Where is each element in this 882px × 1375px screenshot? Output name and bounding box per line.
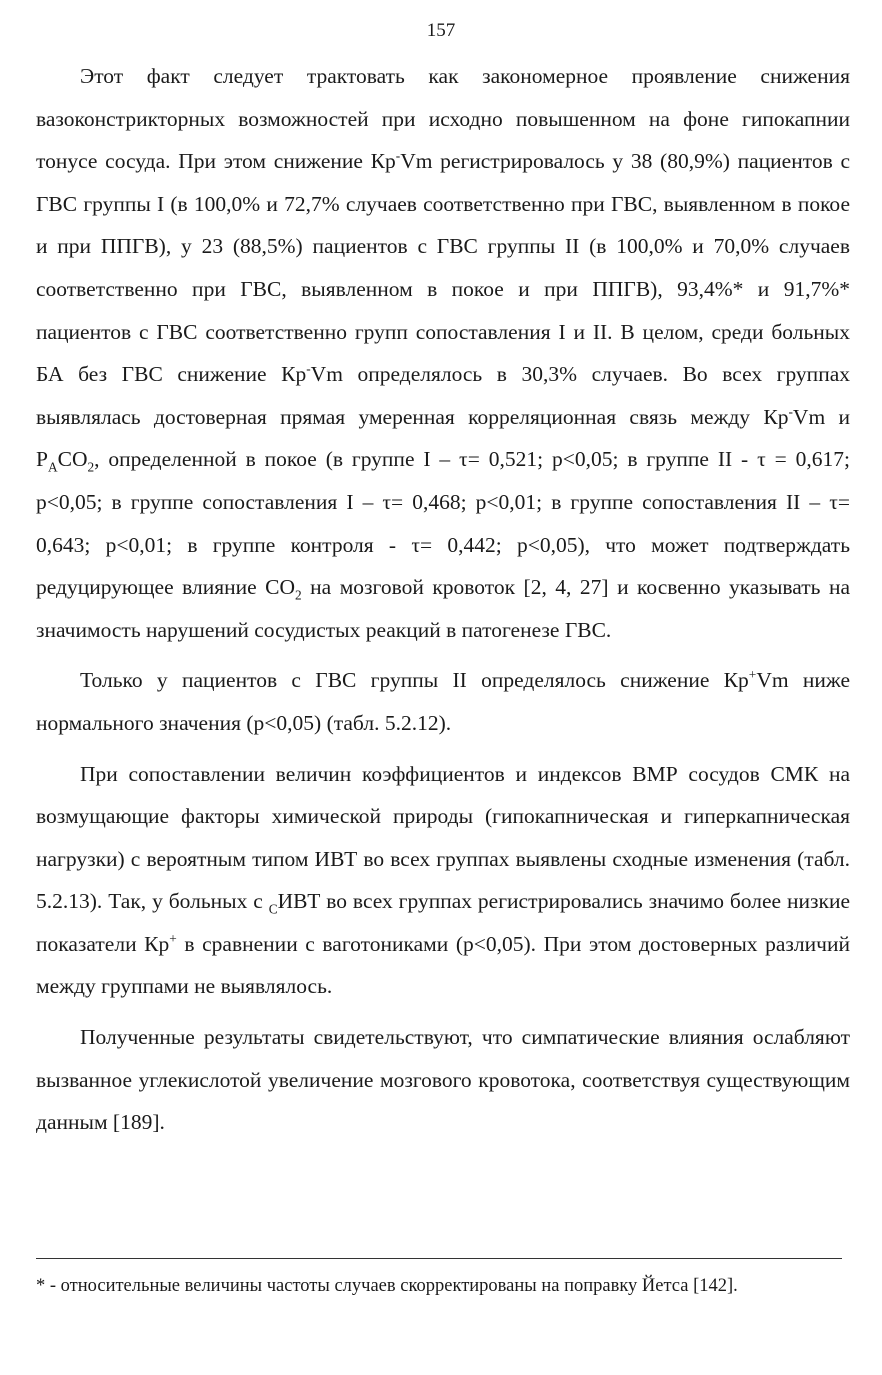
footnote-divider xyxy=(36,1258,842,1259)
text-run: Vm регистрировалось у 38 (80,9%) пациентов с ГВС группы I (в 100,0% и 72,7% случаев соответственно при ГВС, выявленном в покое и при ППГВ), у 23 (88,5%) пациентов с ГВС группы II (в 100,0% и 70,0% случаев соответственно при ГВС, выявленном в покое и при ППГВ), 93,4%* и 91,7%* пациентов с ГВС соответственно групп сопоставления I и II. В целом, среди больных БА без ГВС снижение Кр xyxy=(36,149,850,387)
paragraph-1 xyxy=(36,55,850,651)
superscript: - xyxy=(788,403,793,419)
body-text xyxy=(36,55,850,1152)
paragraph-2 xyxy=(36,659,850,744)
text-run: При сопоставлении величин коэффициентов и индексов ВМР сосудов СМК на возмущающие факторы химической природы (гипокапническая и гиперкапническая нагрузки) с вероятным типом ИВТ во всех группах выявлены сходные изменения (табл. 5.2.13). Так, у больных с xyxy=(36,761,850,914)
text-run: на мозговой кровоток [2, 4, 27] и косвенно указывать на значимость нарушений сосудистых реакций в патогенезе ГВС. xyxy=(36,575,850,642)
paragraph-3 xyxy=(36,753,850,1009)
text-run: , определенной в покое (в группе I – τ= 0,521; р<0,05; в группе II - τ = 0,617; р<0,05; в группе сопоставления I – τ= 0,468; р<0,01; в группе сопоставления II – τ= 0,643; р<0,01; в группе контроля - τ= 0,442; р<0,05), что может подтверждать редуцирующее влияние CO xyxy=(36,447,850,600)
text-run: Vm ниже нормального значения (р<0,05) (табл. 5.2.12). xyxy=(36,668,850,735)
subscript: A xyxy=(47,459,58,475)
superscript: - xyxy=(306,361,311,376)
text-run: Этот факт следует трактовать как закономерное проявление снижения вазоконстрикторных возможностей при исходно повышенном на фоне гипокапнии тонусе сосуда. При этом снижение Кр xyxy=(36,64,850,174)
text-run: Vm определялось в 30,3% случаев. Во всех группах выявлялась достоверная прямая умеренная корреляционная связь между Кр xyxy=(36,362,850,429)
page-number: 157 xyxy=(426,20,456,41)
text-run: ИВТ во всех группах регистрировались значимо более низкие показатели Кр xyxy=(36,889,851,956)
subscript: С xyxy=(268,901,278,917)
text-run: в сравнении с ваготониками (р<0,05). При этом достоверных различий между группами не выявлялось. xyxy=(36,931,850,999)
paragraph-4 xyxy=(36,1016,850,1144)
footnote: * - относительные величины частоты случаев скорректированы на поправку Йетса [142]. xyxy=(36,1276,738,1296)
subscript: 2 xyxy=(87,459,95,475)
text-run: CO xyxy=(57,447,88,472)
text-run: Vm и P xyxy=(36,404,850,472)
text-run: Полученные результаты свидетельствуют, что симпатические влияния ослабляют вызванное углекислотой увеличение мозгового кровотока, соответствуя существующим данным [189]. xyxy=(36,1025,850,1135)
superscript: + xyxy=(748,667,757,683)
superscript: - xyxy=(395,148,401,164)
superscript: + xyxy=(169,930,177,946)
subscript: 2 xyxy=(295,587,302,603)
text-run: Только у пациентов с ГВС группы II определялось снижение Кр xyxy=(80,668,749,693)
